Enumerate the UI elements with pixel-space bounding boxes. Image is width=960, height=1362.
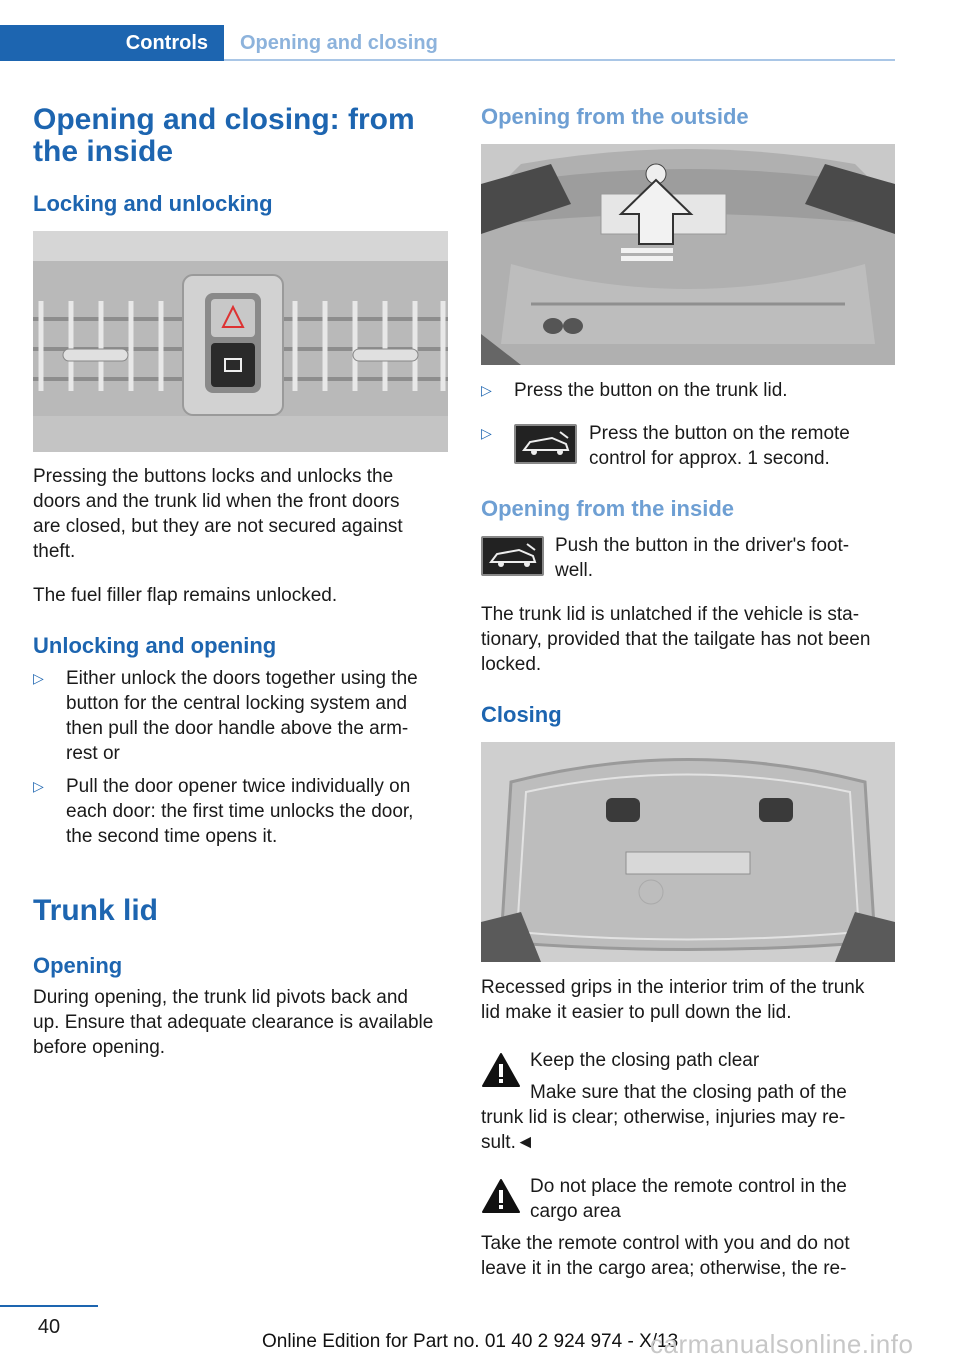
warning-1-line-3: sult.◄ <box>481 1132 535 1153</box>
footer-rule <box>0 1305 98 1307</box>
warning-2-line-1: Take the remote control with you and do not <box>481 1233 850 1254</box>
warning-2-line-2: leave it in the cargo area; otherwise, the re- <box>481 1258 847 1279</box>
opening-heading: Opening <box>33 953 123 978</box>
unlocking-heading: Unlocking and opening <box>33 633 277 658</box>
warning-1-line-2: trunk lid is clear; otherwise, injuries may re- <box>481 1107 846 1128</box>
unlatched-para-line-3: locked. <box>481 654 542 675</box>
watermark: carmanualsonline.info <box>650 1329 914 1359</box>
warning-1-title: Keep the closing path clear <box>530 1050 760 1071</box>
opening-para-line-2: up. Ensure that adequate clearance is available <box>33 1012 434 1033</box>
trunk-interior-figure <box>481 742 895 962</box>
locking-para-line-2: doors and the trunk lid when the front doors <box>33 491 400 512</box>
unlocking-bullet-2 <box>33 774 448 849</box>
warning-triangle-icon <box>481 1178 521 1214</box>
outside-bullet-2-line-2: control for approx. 1 second. <box>589 448 830 469</box>
car-rear-figure <box>481 144 895 365</box>
warning-2-title-line-2: cargo area <box>530 1201 621 1222</box>
inside-text-line-2: well. <box>555 560 594 581</box>
outside-bullet-2-line-1: Press the button on the remote <box>589 423 850 444</box>
outside-bullet-1-text: Press the button on the trunk lid. <box>514 380 788 401</box>
bullet-triangle-icon: ▷ <box>481 382 492 398</box>
locking-para-line-4: theft. <box>33 541 76 562</box>
trunk-lid-title: Trunk lid <box>33 894 159 927</box>
grips-para-line-2: lid make it easier to pull down the lid. <box>481 1002 792 1023</box>
bullet-1-line-1: Either unlock the doors together using the <box>66 668 418 689</box>
outside-heading: Opening from the outside <box>481 104 749 129</box>
warning-1-line-1: Make sure that the closing path of the <box>530 1082 847 1103</box>
footer-edition: Online Edition for Part no. 01 40 2 924 974 - X/13 <box>262 1331 679 1352</box>
locking-para-line-1: Pressing the buttons locks and unlocks the <box>33 466 394 487</box>
opening-para-line-1: During opening, the trunk lid pivots back and <box>33 987 408 1008</box>
unlocking-bullet-1 <box>33 666 448 766</box>
locking-heading: Locking and unlocking <box>33 191 273 216</box>
trunk-remote-icon <box>514 424 577 464</box>
trunk-button-icon <box>481 536 544 576</box>
fuel-para: The fuel filler flap remains unlocked. <box>33 585 338 606</box>
header-subsection-tab: Opening and closing <box>240 31 438 54</box>
bullet-1-line-2: button for the central locking system and <box>66 693 408 714</box>
closing-heading: Closing <box>481 702 562 727</box>
bullet-1-line-3: then pull the door handle above the arm- <box>66 718 409 739</box>
bullet-2-line-3: the second time opens it. <box>66 826 278 847</box>
bullet-2-line-1: Pull the door opener twice individually on <box>66 776 411 797</box>
unlatched-para-line-2: tionary, provided that the tailgate has not been <box>481 629 871 650</box>
warning-triangle-icon <box>481 1052 521 1088</box>
unlatched-para-line-1: The trunk lid is unlatched if the vehicle is sta- <box>481 604 860 625</box>
locking-button-figure <box>33 231 448 452</box>
bullet-triangle-icon: ▷ <box>33 778 44 794</box>
outside-bullet-1 <box>481 378 895 403</box>
inside-text-line-1: Push the button in the driver's foot- <box>555 535 850 556</box>
page-header <box>0 25 895 61</box>
grips-para-line-1: Recessed grips in the interior trim of the trunk <box>481 977 865 998</box>
bullet-2-line-2: each door: the first time unlocks the door, <box>66 801 414 822</box>
bullet-triangle-icon: ▷ <box>33 670 44 686</box>
page-number: 40 <box>37 1316 61 1338</box>
warning-2-title-line-1: Do not place the remote control in the <box>530 1176 847 1197</box>
inside-heading: Opening from the inside <box>481 496 735 521</box>
header-section-tab: Controls <box>0 25 224 61</box>
title-line-2: the inside <box>33 135 174 168</box>
bullet-1-line-4: rest or <box>66 743 120 764</box>
bullet-triangle-icon: ▷ <box>481 425 492 441</box>
title-line-1: Opening and closing: from <box>33 103 415 136</box>
locking-para-line-3: are closed, but they are not secured against <box>33 516 403 537</box>
header-rule <box>224 59 895 61</box>
opening-para-line-3: before opening. <box>33 1037 166 1058</box>
outside-bullet-2 <box>481 421 895 471</box>
